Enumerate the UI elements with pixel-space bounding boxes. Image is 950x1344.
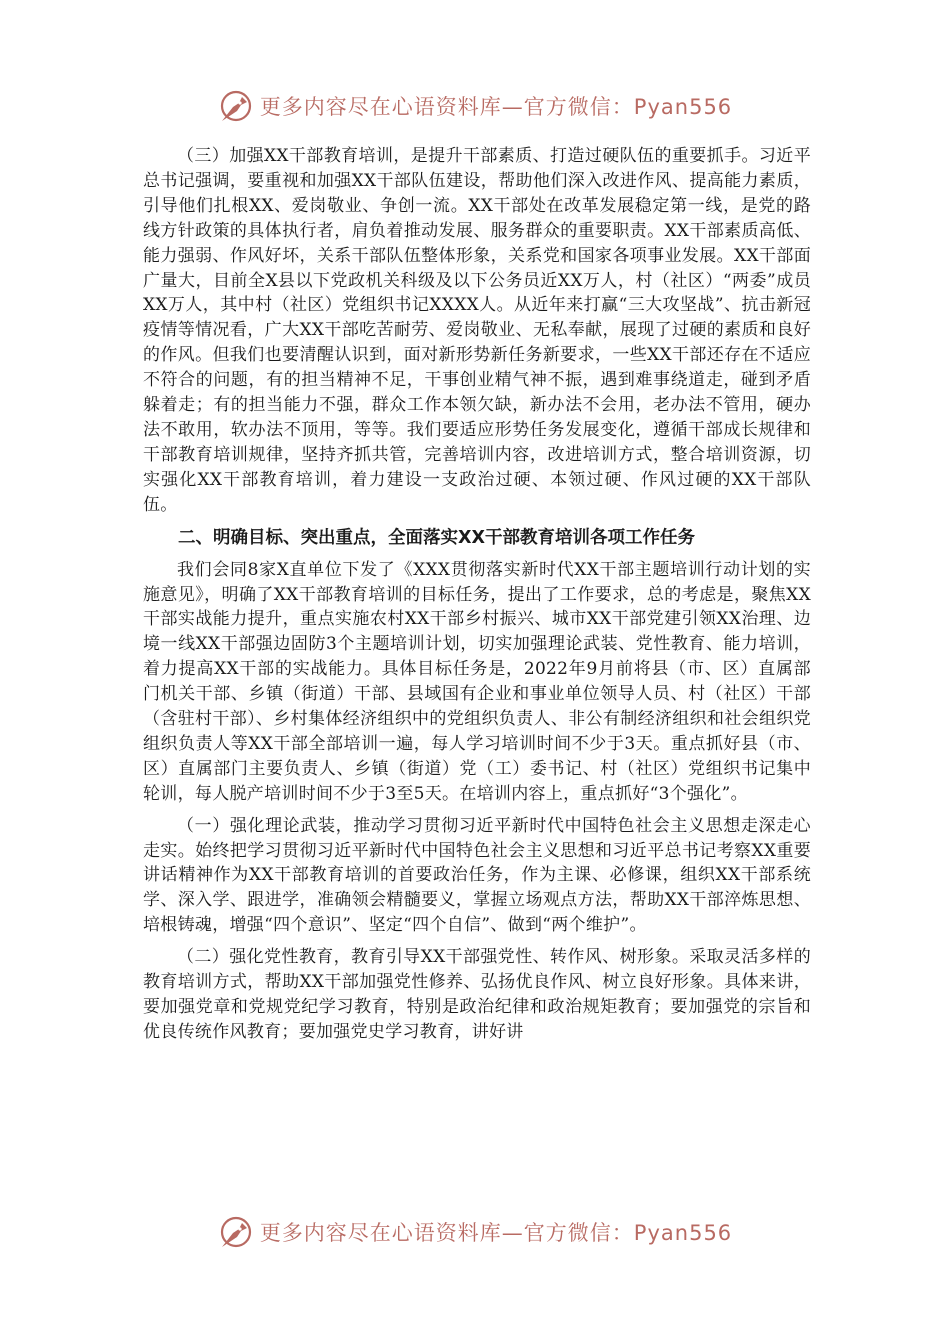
paragraph: 我们会同8家X直单位下发了《XXX贯彻落实新时代XX干部主题培训行动计划的实施意见》，明确了XX干部教育培训的目标任务，提出了工作要求，总的考虑是，聚焦XX干部实战能力提升，重点实施农村XX干部乡村振兴、城市XX干部党建引领XX治理、边境一线XX干部强边固防3个主题培训计划，切实加强理论武装、党性教育、能力培训，着力提高XX干部的实战能力。具体目标任务是，2022年9月前将县（市、区）直属部门机关干部、乡镇（街道）干部、县域国有企业和事业单位领导人员、村（社区）干部（含驻村干部）、乡村集体经济组织中的党组织负责人、非公有制经济组织和社会组织党组织负责人等XX干部全部培训一遍，每人学习培训时间不少于3天。重点抓好县（市、区）直属部门主要负责人、乡镇（街道）党（工）委书记、村（社区）党组织书记集中轮训，每人脱产培训时间不少于3至5天。在培训内容上，重点抓好“3个强化”。 [143, 559, 811, 804]
paragraph: （二）强化党性教育，教育引导XX干部强党性、转作风、树形象。采取灵活多样的教育培训方式，帮助XX干部加强党性修养、弘扬优良作风、树立良好形象。具体来讲，要加强党章和党规党纪学习教育，特别是政治纪律和政治规矩教育；要加强党的宗旨和优良传统作风教育；要加强党史学习教育，讲好讲 [143, 947, 811, 1042]
paragraph: （一）强化理论武装，推动学习贯彻习近平新时代中国特色社会主义思想走深走心走实。始终把学习贯彻习近平新时代中国特色社会主义思想和习近平总书记考察XX重要讲话精神作为XX干部教育培训的首要政治任务，作为主课、必修课，组织XX干部系统学、深入学、跟进学，准确领会精髓要义，掌握立场观点方法，帮助XX干部淬炼思想、培根铸魂，增强“四个意识”、坚定“四个自信”、做到“两个维护”。 [143, 815, 811, 936]
section-heading: 二、明确目标、突出重点，全面落实XX干部教育培训各项工作任务 [178, 527, 695, 548]
watermark-footer [0, 1212, 950, 1252]
pen-nib-circle-icon [218, 88, 254, 124]
document-body [143, 144, 811, 1045]
watermark-text: 更多内容尽在心语资料库—官方微信：Pyan556 [259, 1221, 733, 1245]
watermark-text: 更多内容尽在心语资料库—官方微信：Pyan556 [259, 95, 733, 119]
watermark-header [0, 86, 950, 126]
paragraph: （三）加强XX干部教育培训，是提升干部素质、打造过硬队伍的重要抓手。习近平总书记强调，要重视和加强XX干部队伍建设，帮助他们深入改进作风、提高能力素质，引导他们扎根XX、爱岗敬业、争创一流。XX干部处在改革发展稳定第一线，是党的路线方针政策的具体执行者，肩负着推动发展、服务群众的重要职责。XX干部素质高低、能力强弱、作风好坏，关系干部队伍整体形象，关系党和国家各项事业发展。XX干部面广量大，目前全X县以下党政机关科级及以下公务员近XX万人，村（社区）“两委”成员XX万人，其中村（社区）党组织书记XXXX人。从近年来打赢“三大攻坚战”、抗击新冠疫情等情况看，广大XX干部吃苦耐劳、爱岗敬业、无私奉献，展现了过硬的素质和良好的作风。但我们也要清醒认识到，面对新形势新任务新要求，一些XX干部还存在不适应不符合的问题，有的担当精神不足，干事创业精气神不振，遇到难事绕道走，碰到矛盾躲着走；有的担当能力不强，群众工作本领欠缺，新办法不会用，老办法不管用，硬办法不敢用，软办法不顶用，等等。我们要适应形势任务发展变化，遵循干部成长规律和干部教育培训规律，坚持齐抓共管，完善培训内容，改进培训方式，整合培训资源，切实强化XX干部教育培训，着力建设一支政治过硬、本领过硬、作风过硬的XX干部队伍。 [143, 146, 811, 515]
pen-nib-circle-icon [218, 1214, 254, 1250]
